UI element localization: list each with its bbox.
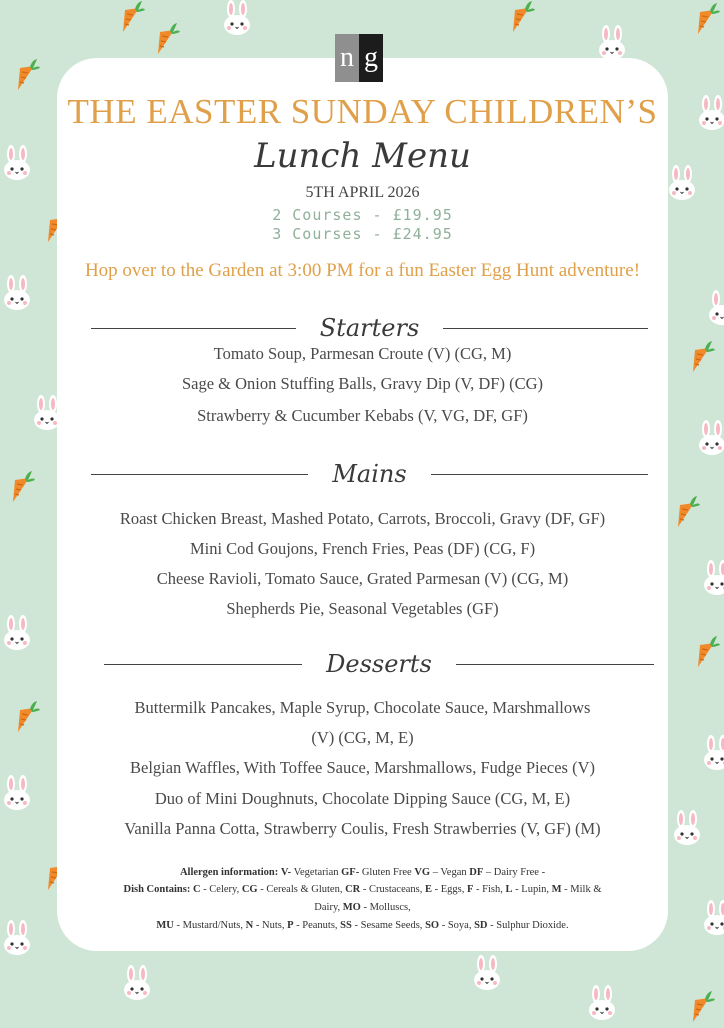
- allergen-code: CR: [345, 884, 361, 895]
- allergen-description: - Celery,: [200, 884, 242, 895]
- section-title: Mains: [332, 460, 407, 488]
- allergen-code: MO: [342, 902, 361, 913]
- dessert-item: Buttermilk Pancakes, Maple Syrup, Chocolate Sauce, Marshmallows: [134, 698, 591, 717]
- dish-contains-line: [57, 902, 668, 913]
- bunny-icon: [0, 920, 34, 956]
- bunny-icon: [0, 615, 34, 651]
- allergen-code: M: [551, 884, 562, 895]
- section-title: Starters: [319, 314, 420, 342]
- allergen-code: N: [245, 920, 254, 931]
- menu-date: 5TH APRIL 2026: [305, 184, 420, 201]
- section-title: Desserts: [326, 650, 432, 678]
- allergen-description: Vegetarian: [291, 867, 342, 878]
- allergen-info-line: [57, 867, 668, 878]
- main-item: Roast Chicken Breast, Mashed Potato, Carrots, Broccoli, Gravy (DF, GF): [119, 509, 606, 528]
- carrot-icon: [690, 2, 720, 36]
- divider-line: [91, 328, 296, 329]
- bunny-icon: [705, 290, 724, 326]
- bunny-icon: [0, 275, 34, 311]
- carrot-icon: [690, 635, 720, 669]
- allergen-description: - Milk &: [561, 884, 602, 895]
- bunny-icon: [0, 775, 34, 811]
- carrot-icon: [150, 22, 180, 56]
- starters-heading: [91, 313, 648, 343]
- bunny-icon: [670, 810, 704, 846]
- allergen-description: - Nuts,: [253, 920, 288, 931]
- contains-label: Dish Contains:: [123, 884, 191, 895]
- dessert-item: Belgian Waffles, With Toffee Sauce, Marshmallows, Fudge Pieces (V): [129, 758, 596, 777]
- menu-title: THE EASTER SUNDAY CHILDREN’S: [67, 92, 658, 131]
- egg-hunt-announcement: Hop over to the Garden at 3:00 PM for a fun Easter Egg Hunt adventure!: [84, 260, 641, 281]
- allergen-code: DF: [469, 867, 484, 878]
- allergen-code: SS: [340, 920, 352, 931]
- divider-line: [443, 328, 648, 329]
- allergen-code: E: [424, 884, 432, 895]
- allergen-label: Allergen information:: [179, 867, 279, 878]
- allergen-description: – Dairy Free -: [483, 867, 546, 878]
- main-item: Shepherds Pie, Seasonal Vegetables (GF): [226, 599, 499, 618]
- allergen-description: Dairy,: [314, 902, 343, 913]
- allergen-code: CG: [241, 884, 258, 895]
- bunny-icon: [595, 25, 629, 61]
- bunny-icon: [120, 965, 154, 1001]
- bunny-icon: [220, 0, 254, 36]
- allergen-description: - Mustard/Nuts,: [173, 920, 246, 931]
- allergen-description: - Crustaceans,: [360, 884, 425, 895]
- desserts-heading: [104, 649, 654, 679]
- dessert-item: (V) (CG, M, E): [311, 728, 414, 747]
- allergen-description: - Cereals & Gluten,: [257, 884, 346, 895]
- mains-heading: [91, 459, 648, 489]
- menu-subtitle: Lunch Menu: [254, 136, 471, 176]
- allergen-description: - Molluscs,: [360, 902, 411, 913]
- price-two-courses: 2 Courses - £19.95: [272, 206, 453, 224]
- starter-item: Tomato Soup, Parmesan Croute (V) (CG, M): [213, 344, 512, 363]
- logo-letter-g: g: [359, 34, 383, 82]
- bunny-icon: [665, 165, 699, 201]
- divider-line: [104, 664, 302, 665]
- divider-line: [456, 664, 654, 665]
- allergen-description: - Sulphur Dioxide.: [487, 920, 569, 931]
- bunny-icon: [0, 145, 34, 181]
- carrot-icon: [10, 700, 40, 734]
- price-three-courses: 3 Courses - £24.95: [272, 225, 453, 243]
- bunny-icon: [695, 420, 724, 456]
- ng-logo: [335, 34, 383, 82]
- carrot-icon: [505, 0, 535, 34]
- starter-item: Strawberry & Cucumber Kebabs (V, VG, DF, GF): [197, 406, 528, 425]
- allergen-code: C: [192, 884, 201, 895]
- allergen-description: - Peanuts,: [293, 920, 341, 931]
- allergen-code: F: [467, 884, 474, 895]
- dessert-item: Duo of Mini Doughnuts, Chocolate Dipping Sauce (CG, M, E): [154, 789, 571, 808]
- bunny-icon: [700, 560, 724, 596]
- bunny-icon: [700, 735, 724, 771]
- starter-item: Sage & Onion Stuffing Balls, Gravy Dip (V, DF) (CG): [181, 374, 543, 393]
- allergen-description: - Fish,: [473, 884, 506, 895]
- bunny-icon: [470, 955, 504, 991]
- allergen-description: – Vegan: [430, 867, 470, 878]
- allergen-code: GF-: [341, 867, 360, 878]
- allergen-code: SO: [425, 920, 440, 931]
- allergen-description: - Soya,: [439, 920, 475, 931]
- carrot-icon: [10, 58, 40, 92]
- dessert-item: Vanilla Panna Cotta, Strawberry Coulis, Fresh Strawberries (V, GF) (M): [124, 819, 601, 838]
- main-item: Mini Cod Goujons, French Fries, Peas (DF) (CG, F): [189, 539, 536, 558]
- carrot-icon: [685, 340, 715, 374]
- carrot-icon: [115, 0, 145, 34]
- allergen-code: L: [505, 884, 513, 895]
- logo-letter-n: n: [335, 34, 359, 82]
- divider-line: [431, 474, 648, 475]
- allergen-code: V-: [280, 867, 292, 878]
- carrot-icon: [5, 470, 35, 504]
- bunny-icon: [585, 985, 619, 1021]
- allergen-code: MU: [156, 920, 174, 931]
- allergen-description: - Lupin,: [512, 884, 552, 895]
- carrot-icon: [685, 990, 715, 1024]
- allergen-description: Gluten Free: [359, 867, 415, 878]
- allergen-description: - Eggs,: [432, 884, 467, 895]
- divider-line: [91, 474, 308, 475]
- allergen-code: VG: [414, 867, 431, 878]
- allergen-description: - Sesame Seeds,: [351, 920, 426, 931]
- main-item: Cheese Ravioli, Tomato Sauce, Grated Parmesan (V) (CG, M): [156, 569, 569, 588]
- allergen-code: SD: [474, 920, 488, 931]
- bunny-icon: [700, 900, 724, 936]
- carrot-icon: [670, 495, 700, 529]
- bunny-icon: [695, 95, 724, 131]
- dish-contains-line: [57, 884, 668, 895]
- allergen-code: P: [287, 920, 294, 931]
- dish-contains-line: [57, 920, 668, 931]
